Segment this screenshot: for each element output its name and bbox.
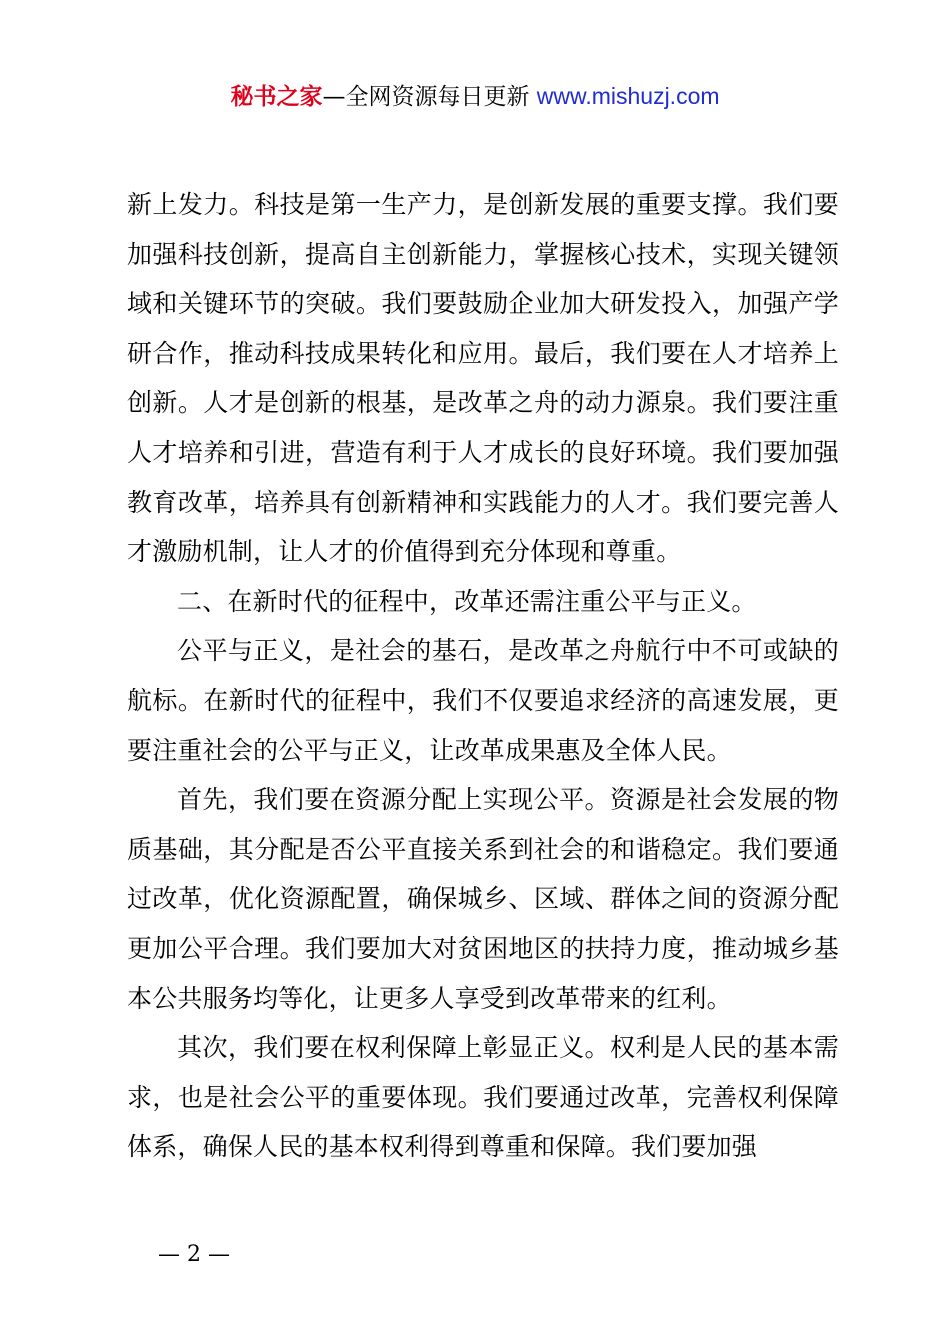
page-header <box>0 80 950 113</box>
header-tagline: —全网资源每日更新 <box>322 84 530 110</box>
paragraph: 其次，我们要在权利保障上彰显正义。权利是人民的基本需求，也是社会公平的重要体现。我们要通过改革，完善权利保障体系，确保人民的基本权利得到尊重和保障。我们要加强 <box>127 1033 839 1162</box>
paragraph: 公平与正义，是社会的基石，是改革之舟航行中不可或缺的航标。在新时代的征程中，我们不仅要追求经济的高速发展，更要注重社会的公平与正义，让改革成果惠及全体人民。 <box>127 636 839 765</box>
brand-name: 秘书之家 <box>230 84 323 110</box>
paragraph: 首先，我们要在资源分配上实现公平。资源是社会发展的物质基础，其分配是否公平直接关系到社会的和谐稳定。我们要通过改革，优化资源配置，确保城乡、区域、群体之间的资源分配更加公平合理。我们要加大对贫困地区的扶持力度，推动城乡基本公共服务均等化，让更多人享受到改革带来的红利。 <box>127 785 839 1013</box>
paragraph-continued: 新上发力。科技是第一生产力，是创新发展的重要支撑。我们要加强科技创新，提高自主创新能力，掌握核心技术，实现关键领域和关键环节的突破。我们要鼓励企业加大研发投入，加强产学研合作，推动科技成果转化和应用。最后，我们要在人才培养上创新。人才是创新的根基，是改革之舟的动力源泉。我们要注重人才培养和引进，营造有利于人才成长的良好环境。我们要加强教育改革，培养具有创新精神和实践能力的人才。我们要完善人才激励机制，让人才的价值得到充分体现和尊重。 <box>127 190 839 567</box>
site-url-link[interactable]: www.mishuzj.com <box>536 83 720 109</box>
document-body <box>127 180 839 1172</box>
page-number: — 2 — <box>158 1242 230 1267</box>
section-heading: 二、在新时代的征程中，改革还需注重公平与正义。 <box>177 586 757 616</box>
